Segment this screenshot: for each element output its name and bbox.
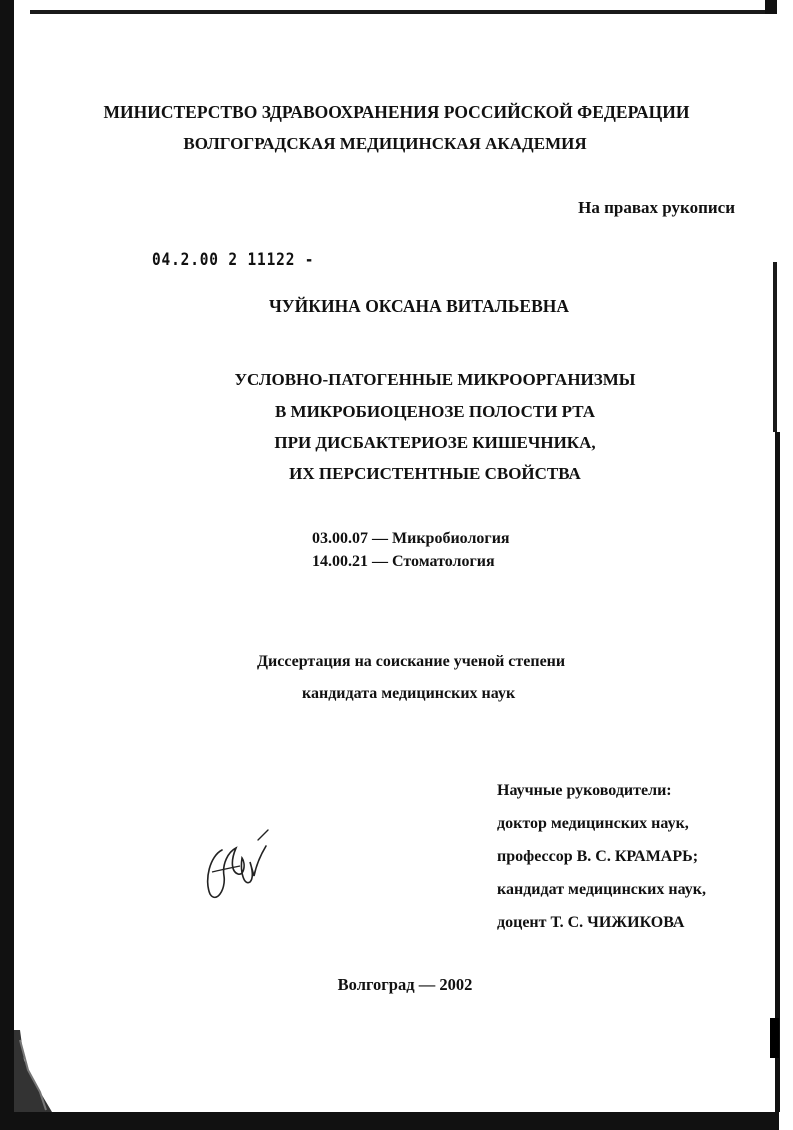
scan-corner-top-right xyxy=(765,0,777,14)
supervisor-line-4: доцент Т. С. ЧИЖИКОВА xyxy=(497,914,685,931)
title-line-1: УСЛОВНО-ПАТОГЕННЫЕ МИКРООРГАНИЗМЫ xyxy=(234,370,636,389)
handwritten-signature-icon xyxy=(200,828,280,908)
scan-corner-smudge xyxy=(14,1030,54,1112)
scan-edge-top xyxy=(30,10,770,14)
supervisors-heading: Научные руководители: xyxy=(497,782,672,799)
author-name: ЧУЙКИНА ОКСАНА ВИТАЛЬЕВНА xyxy=(268,296,570,316)
scan-edge-right-mark xyxy=(770,1018,779,1058)
degree-line-2: кандидата медицинских наук xyxy=(302,685,516,702)
supervisor-line-3: кандидат медицинских наук, xyxy=(497,881,706,898)
specialty-1: 03.00.07 — Микробиология xyxy=(312,530,510,547)
specialty-2: 14.00.21 — Стоматология xyxy=(312,553,495,570)
academy-heading: ВОЛГОГРАДСКАЯ МЕДИЦИНСКАЯ АКАДЕМИЯ xyxy=(183,134,587,153)
degree-line-1: Диссертация на соискание ученой степени xyxy=(257,653,566,670)
city-year: Волгоград — 2002 xyxy=(337,975,473,994)
scan-edge-right-lower xyxy=(775,432,780,1112)
scan-edge-left xyxy=(0,0,14,1130)
manuscript-note: На правах рукописи xyxy=(578,198,735,217)
registration-number: 04.2.00 2 11122 - xyxy=(152,250,315,270)
title-line-4: ИХ ПЕРСИСТЕНТНЫЕ СВОЙСТВА xyxy=(289,464,581,483)
supervisor-line-2: профессор В. С. КРАМАРЬ; xyxy=(497,848,699,865)
ministry-heading: МИНИСТЕРСТВО ЗДРАВООХРАНЕНИЯ РОССИЙСКОЙ ФЕДЕРАЦИИ xyxy=(103,102,690,122)
supervisor-line-1: доктор медицинских наук, xyxy=(497,815,689,832)
title-line-2: В МИКРОБИОЦЕНОЗЕ ПОЛОСТИ РТА xyxy=(274,402,596,421)
scan-edge-bottom xyxy=(14,1112,779,1130)
title-line-3: ПРИ ДИСБАКТЕРИОЗЕ КИШЕЧНИКА, xyxy=(274,433,596,452)
